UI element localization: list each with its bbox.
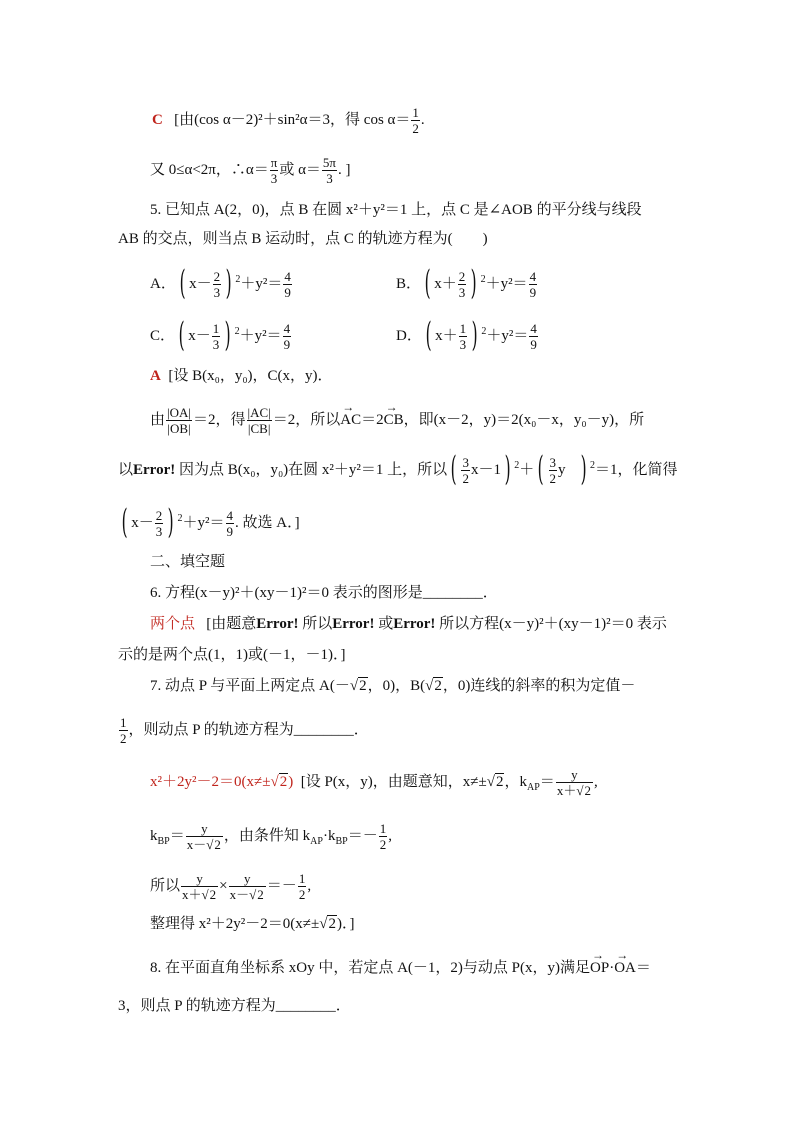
q5-stem-line2: AB 的交点，则当点 B 运动时，点 C 的轨迹方程为( ): [118, 231, 488, 247]
answer-letter: C: [152, 111, 163, 128]
vector-op: → OP: [590, 958, 609, 978]
q6-stem: 6. 方程(x－y)²＋(xy－1)²＝0 表示的图形是________．: [150, 585, 498, 601]
q7-stem-line2: $\frac{1}{2}$ ，则动点 P 的轨迹方程为________．: [120, 715, 369, 746]
q5-answer-line2: 由 $\frac{|OA|}{|OB|}$ ＝2，得 $\frac{|AC|}{|CB|}$ ＝2，所以→ AC＝2→ CB，即(x－2，y)＝2(x₀－x，y₀－y)，所: [150, 406, 644, 435]
section-heading: 二、填空题: [150, 554, 226, 570]
q7-answer-line2: $k_{BP}=$ $\frac{y}{x-√2}$ ，由条件知 $k_{AP}\cdot k_{BP}=-$ $\frac{1}{2}$ ,: [150, 821, 392, 852]
q5-option-a: A． ( x－ $\frac{2}{3}$ ) $^2$＋y²＝ $\frac{4}{9}$: [150, 262, 291, 303]
q4-text: [由(cos α－2)²＋sin²α＝3，得 cos α＝: [174, 111, 411, 128]
fraction: $\frac{1}{2}$: [412, 105, 419, 136]
answer-text: 两个点: [150, 616, 196, 632]
q5-answer-line3: 以Error! 因为点 B(x₀，y₀)在圆 x²＋y²＝1 上，所以 ( $\frac{3}{2}$ x－1 ) $^2$＋ ( $\frac{3}{2}$ y ) $^2$＝1，化简得: [118, 448, 678, 489]
answer-text: x²＋2y²－2＝0(x≠±√2): [150, 773, 294, 790]
q5-option-c: C． ( x－ $\frac{1}{3}$ ) $^2$＋y²＝ $\frac{4}{9}$: [150, 314, 291, 355]
vector-cb: → CB: [384, 410, 404, 430]
q7-answer-line4: 整理得 x²＋2y²－2＝0(x≠±√2)．]: [150, 916, 355, 932]
q7-answer-line1: x²＋2y²－2＝0(x≠±√2) [设 P(x，y)，由题意知，x≠±√2，$k_{AP}=$ $\frac{y}{x+√2}$ ,: [150, 767, 598, 798]
q5-answer-line1: A [设 B(x₀，y₀)，C(x，y)．: [150, 368, 333, 384]
q8-stem-line1: 8. 在平面直角坐标系 xOy 中，若定点 A(－1，2)与动点 P(x，y)满足→ OP·→ OA＝: [150, 958, 651, 978]
fraction: $\frac{5\pi}{3}$: [322, 155, 336, 186]
q6-answer-line2: 示的是两个点(1，1)或(－1，－1)．]: [118, 647, 346, 663]
q7-stem-line1: 7. 动点 P 与平面上两定点 A(－√2，0)，B(√2，0)连线的斜率的积为定值－: [150, 678, 636, 694]
q8-stem-line2: 3，则点 P 的轨迹方程为________．: [118, 998, 351, 1014]
q5-stem-line1: 5. 已知点 A(2，0)，点 B 在圆 x²＋y²＝1 上，点 C 是∠AOB 的平分线与线段: [150, 202, 642, 218]
q6-answer-line1: 两个点 [由题意Error! 所以Error! 或Error! 所以方程(x－y)²＋(xy－1)²＝0 表示: [150, 616, 667, 632]
q5-option-b: B． ( x＋ $\frac{2}{3}$ ) $^2$＋y²＝ $\frac{4}{9}$: [396, 262, 537, 303]
q4-answer-line2: 又 0≤α<2π，∴α＝ $\frac{\pi}{3}$ 或 α＝ $\frac{5\pi}{3}$ . ]: [150, 155, 351, 186]
q5-answer-line4: ( x－ $\frac{2}{3}$ ) $^2$＋y²＝ $\frac{4}{9}$ . 故选 A．]: [121, 501, 300, 542]
fraction: $\frac{\pi}{3}$: [270, 155, 278, 186]
q4-answer-line1: C [由(cos α－2)²＋sin²α＝3，得 cos α＝ $\frac{1}{2}$ .: [152, 105, 425, 136]
vector-oa: → OA: [614, 958, 636, 978]
q5-option-d: D． ( x＋ $\frac{1}{3}$ ) $^2$＋y²＝ $\frac{4}{9}$: [396, 314, 537, 355]
answer-letter: A: [150, 368, 161, 384]
vector-ac: → AC: [340, 410, 361, 430]
q7-answer-line3: 所以 $\frac{y}{x+√2}$ × $\frac{y}{x-√2}$ ＝－ $\frac{1}{2}$ ,: [150, 871, 312, 902]
